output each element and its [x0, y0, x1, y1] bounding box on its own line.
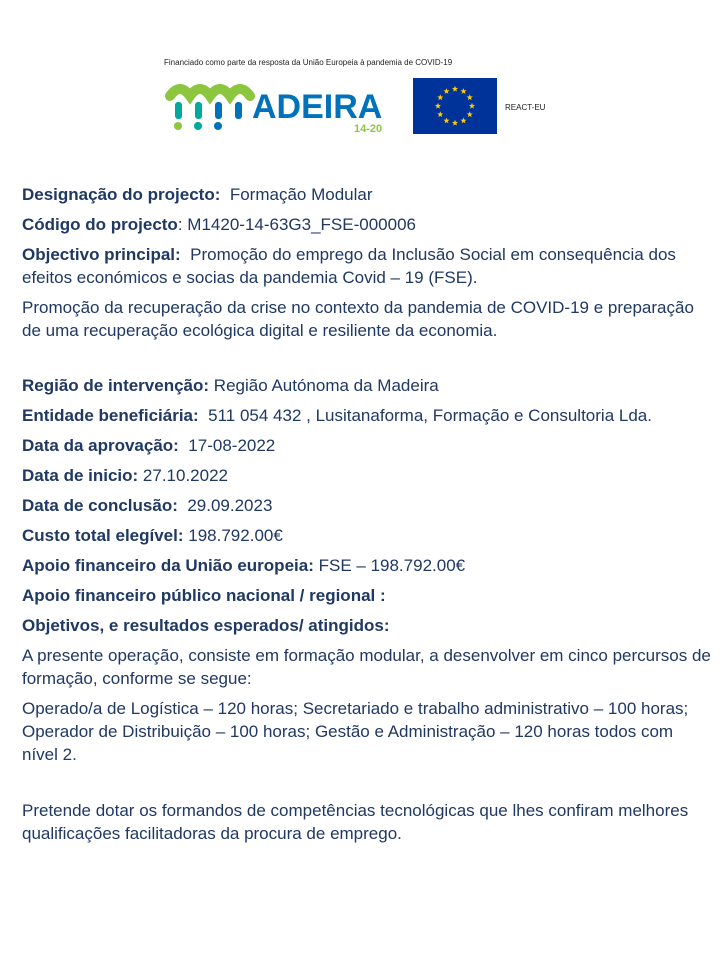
- apoio-nacional-label: Apoio financeiro público nacional / regional :: [22, 586, 386, 605]
- regiao-row: [22, 374, 712, 397]
- codigo-sep: :: [177, 215, 183, 234]
- objectivo-row: [22, 243, 712, 289]
- data-inicio-row: [22, 464, 712, 487]
- entidade-value: 511 054 432 , Lusitanaforma, Formação e Consultoria Lda.: [208, 406, 652, 425]
- entidade-row: [22, 404, 712, 427]
- data-aprovacao-row: [22, 434, 712, 457]
- data-aprovacao-value: 17-08-2022: [188, 436, 276, 455]
- codigo-value: M1420-14-63G3_FSE-000006: [187, 215, 416, 234]
- data-conclusao-row: [22, 494, 712, 517]
- conclusao-text: Pretende dotar os formandos de competências tecnológicas que lhes confiram melhores qualificações facilitadoras da procura de emprego.: [22, 801, 689, 843]
- custo-total-value: 198.792.00€: [188, 526, 283, 545]
- data-inicio-value: 27.10.2022: [142, 466, 229, 485]
- custo-total-label: Custo total elegível:: [22, 526, 184, 545]
- apoio-ue-value: FSE – 198.792.00€: [318, 556, 466, 575]
- objectivo-label: Objectivo principal:: [22, 245, 181, 264]
- data-aprovacao-label: Data da aprovação:: [22, 436, 179, 455]
- objectivo-value: Promoção do emprego da Inclusão Social em consequência dos efeitos económicos e socias da pandemia Covid – 19 (FSE).: [22, 245, 676, 287]
- eu-flag-icon: [413, 78, 497, 134]
- designacao-value: Formação Modular: [229, 185, 373, 204]
- apoio-ue-label: Apoio financeiro da União europeia:: [22, 556, 314, 575]
- data-inicio-label: Data de inicio:: [22, 466, 139, 485]
- descricao-1: A presente operação, consiste em formação modular, a desenvolver em cinco percursos de formação, conforme se segue:: [22, 646, 711, 688]
- madeira-14-20-logo: [164, 76, 396, 138]
- codigo-label: Código do projecto: [22, 215, 178, 234]
- descricao-2: Operado/a de Logística – 120 horas; Secretariado e trabalho administrativo – 100 horas; Operador de Distribuição – 100 horas; Gestão e Administração – 120 horas todos com nível 2.: [22, 699, 689, 764]
- designacao-label: Designação do projecto:: [22, 185, 221, 204]
- objetivos-label: Objetivos, e resultados esperados/ atingidos:: [22, 616, 390, 635]
- madeira-logo-text: ADEIRA: [252, 88, 383, 126]
- funding-note: Financiado como parte da resposta da União Europeia à pandemia de COVID-19: [164, 58, 453, 67]
- project-info: [22, 183, 712, 852]
- designacao-row: [22, 183, 712, 206]
- apoio-ue-row: [22, 554, 712, 577]
- data-conclusao-value: 29.09.2023: [187, 496, 273, 515]
- objectivo-extra: Promoção da recuperação da crise no contexto da pandemia de COVID-19 e preparação de uma recuperação ecológica digital e resiliente da economia.: [22, 298, 694, 340]
- regiao-value: Região Autónoma da Madeira: [213, 376, 439, 395]
- data-conclusao-label: Data de conclusão:: [22, 496, 178, 515]
- entidade-label: Entidade beneficiária:: [22, 406, 199, 425]
- madeira-logo-sub: 14-20: [354, 123, 383, 135]
- regiao-label: Região de intervenção:: [22, 376, 210, 395]
- codigo-row: [22, 213, 712, 236]
- react-eu-label: REACT-EU: [505, 103, 546, 112]
- funding-header: [164, 58, 564, 140]
- custo-total-row: [22, 524, 712, 547]
